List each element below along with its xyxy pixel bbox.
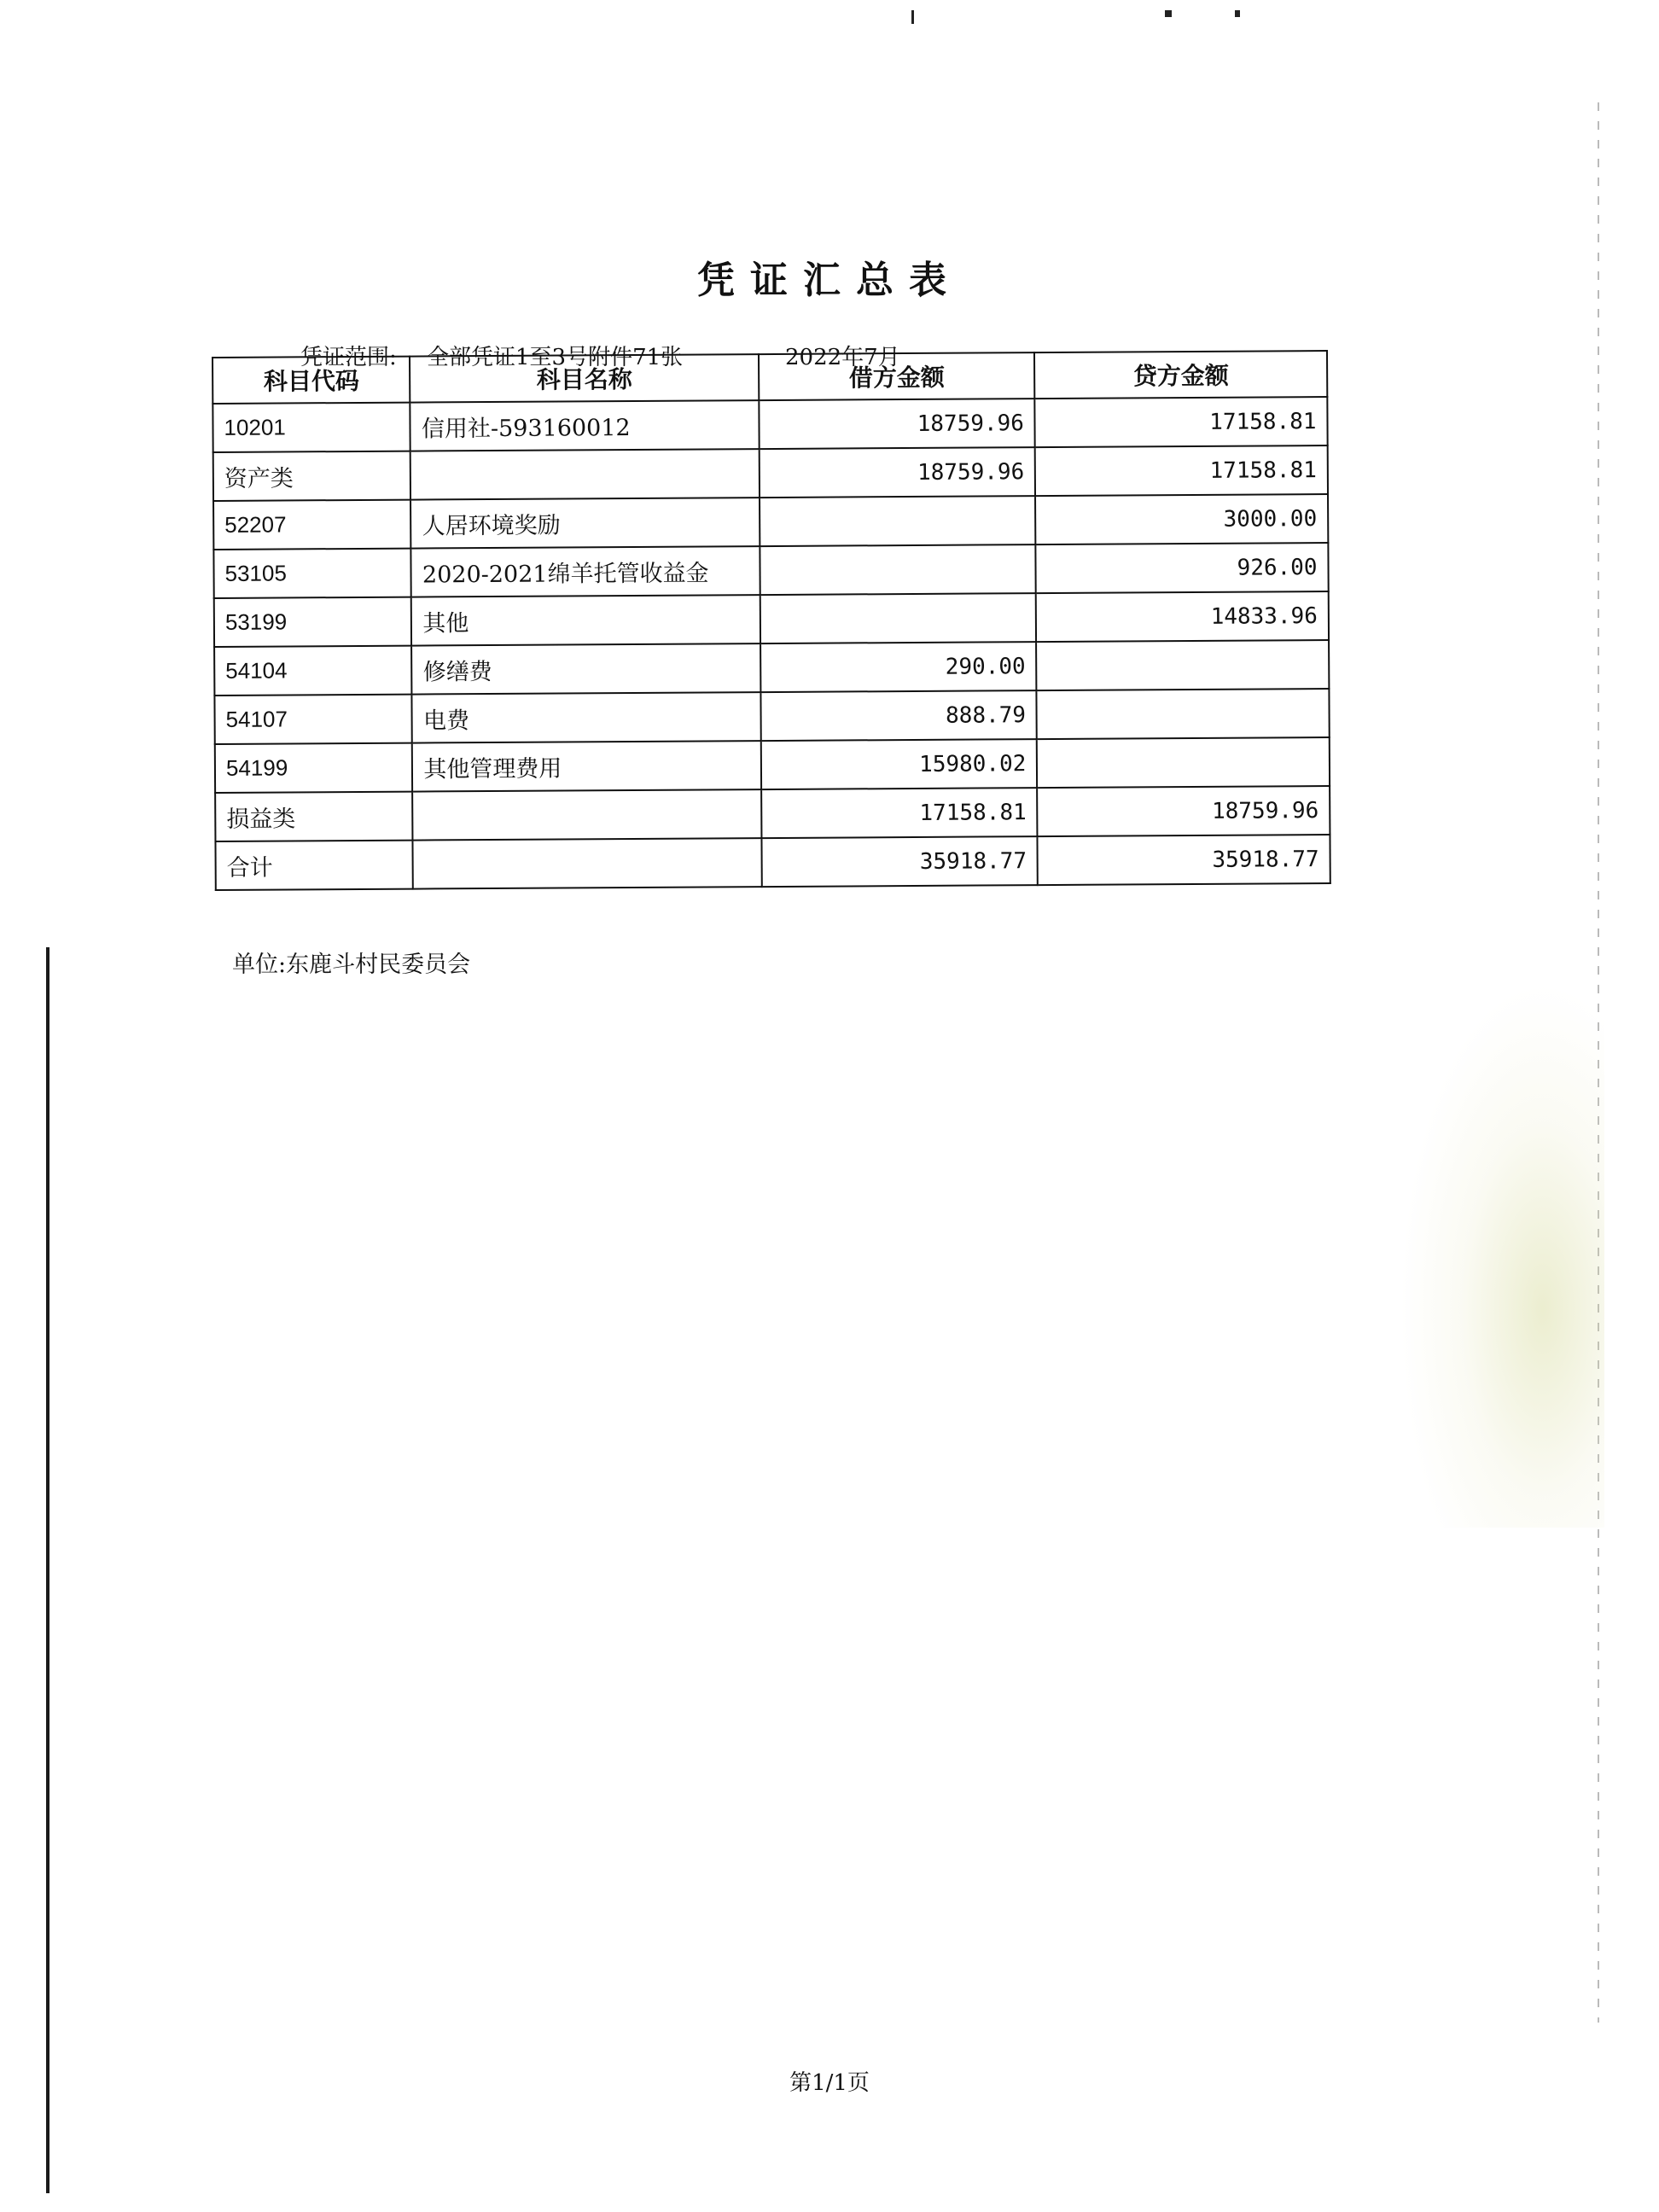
- table-row: [215, 737, 1330, 793]
- account-name: 其他: [411, 595, 760, 645]
- credit-amount: [1037, 689, 1330, 739]
- account-code: 52207: [213, 500, 411, 550]
- period: 2022年7月: [785, 345, 900, 370]
- account-code: 损益类: [215, 792, 413, 841]
- account-name: 修缮费: [411, 643, 760, 694]
- debit-amount: 888.79: [760, 690, 1037, 741]
- debit-amount: 17158.81: [761, 788, 1038, 838]
- credit-amount: 3000.00: [1035, 494, 1328, 544]
- table-header-row: [212, 351, 1327, 404]
- account-name: [413, 789, 762, 840]
- account-name: 其他管理费用: [412, 741, 761, 791]
- account-code: 54199: [215, 743, 413, 793]
- header-debit: 借方金额: [759, 352, 1035, 400]
- account-name: 信用社-593160012: [410, 400, 760, 451]
- credit-amount: [1036, 640, 1329, 690]
- credit-amount: 14833.96: [1036, 591, 1329, 642]
- header-account-code: 科目代码: [212, 357, 410, 404]
- voucher-range-value: 全部凭证1至3号附件71张: [427, 345, 684, 370]
- account-name: 人居环境奖励: [410, 498, 760, 548]
- table-row: [214, 640, 1329, 696]
- credit-amount: 18759.96: [1038, 786, 1330, 836]
- credit-amount: 35918.77: [1038, 835, 1330, 885]
- debit-amount: [760, 496, 1036, 546]
- account-code: 合计: [215, 841, 413, 890]
- account-name: 2020-2021绵羊托管收益金: [411, 546, 760, 597]
- debit-amount: 290.00: [760, 642, 1037, 692]
- account-name: 电费: [412, 692, 761, 742]
- credit-amount: 926.00: [1036, 543, 1329, 593]
- account-code: 54104: [214, 646, 412, 696]
- voucher-range-label: 凭证范围:: [300, 345, 397, 370]
- debit-amount: [760, 593, 1037, 643]
- account-name: [413, 838, 762, 888]
- account-code: 53105: [213, 549, 411, 598]
- table-row: [212, 397, 1327, 452]
- account-code: 10201: [212, 403, 410, 452]
- debit-amount: [760, 544, 1036, 595]
- account-code: 资产类: [213, 451, 411, 501]
- scan-top-mark: [1165, 10, 1172, 17]
- table-row: [213, 494, 1328, 550]
- credit-amount: [1037, 737, 1330, 788]
- page-number: 第1/1页: [789, 2070, 870, 2096]
- table-row: [213, 445, 1328, 501]
- table-row: [214, 591, 1329, 647]
- header-credit: 贷方金额: [1034, 351, 1327, 399]
- credit-amount: 17158.81: [1035, 445, 1328, 496]
- table-row: [215, 786, 1330, 841]
- scan-speckle: [1400, 981, 1604, 1528]
- unit-name: 单位:东鹿斗村民委员会: [232, 952, 471, 978]
- debit-amount: 18759.96: [760, 447, 1036, 498]
- voucher-summary-table: [212, 350, 1331, 891]
- table-row-total: [215, 835, 1330, 890]
- account-code: 54107: [214, 695, 412, 744]
- header-account-name: 科目名称: [410, 354, 759, 402]
- account-name: [410, 449, 760, 499]
- scan-left-edge: [46, 947, 49, 2193]
- debit-amount: 35918.77: [761, 836, 1038, 887]
- account-code: 53199: [214, 597, 412, 647]
- page-title: 凭证汇总表: [697, 259, 962, 302]
- table-row: [213, 543, 1328, 598]
- credit-amount: 17158.81: [1035, 397, 1328, 447]
- debit-amount: 18759.96: [759, 399, 1035, 449]
- table-row: [214, 689, 1329, 744]
- debit-amount: 15980.02: [761, 739, 1038, 789]
- scan-top-mark: [1235, 10, 1240, 17]
- scan-top-mark: [911, 10, 914, 24]
